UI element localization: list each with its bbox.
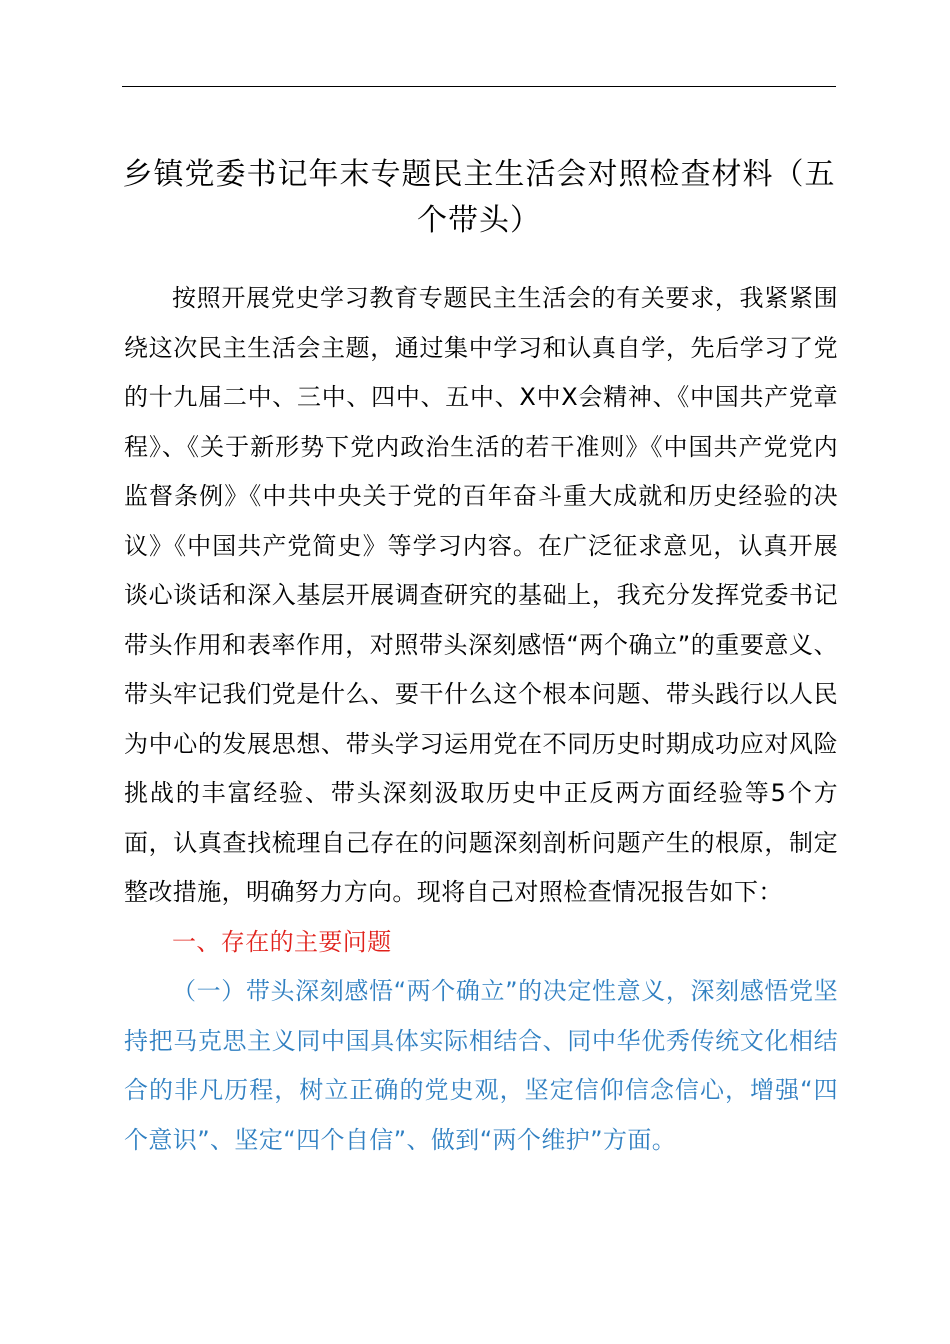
intro-paragraph: 按照开展党史学习教育专题民主生活会的有关要求，我紧紧围绕这次民主生活会主题，通过集中学习和认真自学，先后学习了党的十九届二中、三中、四中、五中、X中X会精神、《中国共产党章程》、《关于新形势下党内政治生活的若干准则》《中国共产党党内监督条例》《中共中央关于党的百年奋斗重大成就和历史经验的决议》《中国共产党简史》等学习内容。在广泛征求意见，认真开展谈心谈话和深入基层开展调查研究的基础上，我充分发挥党委书记带头作用和表率作用，对照带头深刻感悟“两个确立”的重要意义、带头牢记我们党是什么、要干什么这个根本问题、带头践行以人民为中心的发展思想、带头学习运用党在不同历史时期成功应对风险挑战的丰富经验、带头深刻汲取历史中正反两方面经验等5个方面，认真查找梳理自己存在的问题深刻剖析问题产生的根原，制定整改措施，明确努力方向。现将自己对照检查情况报告如下： bbox=[124, 284, 838, 906]
document-body bbox=[124, 274, 838, 1165]
document-title: 乡镇党委书记年末专题民主生活会对照检查材料（五个带头） bbox=[122, 157, 836, 238]
header-rule bbox=[122, 86, 836, 87]
subsection-heading: （一）带头深刻感悟“两个确立”的决定性意义，深刻感悟党坚持把马克思主义同中国具体实际相结合、同中华优秀传统文化相结合的非凡历程，树立正确的党史观，坚定信仰信念信心，增强“四个意识”、坚定“四个自信”、做到“两个维护”方面。 bbox=[124, 977, 839, 1154]
section-heading: 一、存在的主要问题 bbox=[172, 927, 392, 956]
